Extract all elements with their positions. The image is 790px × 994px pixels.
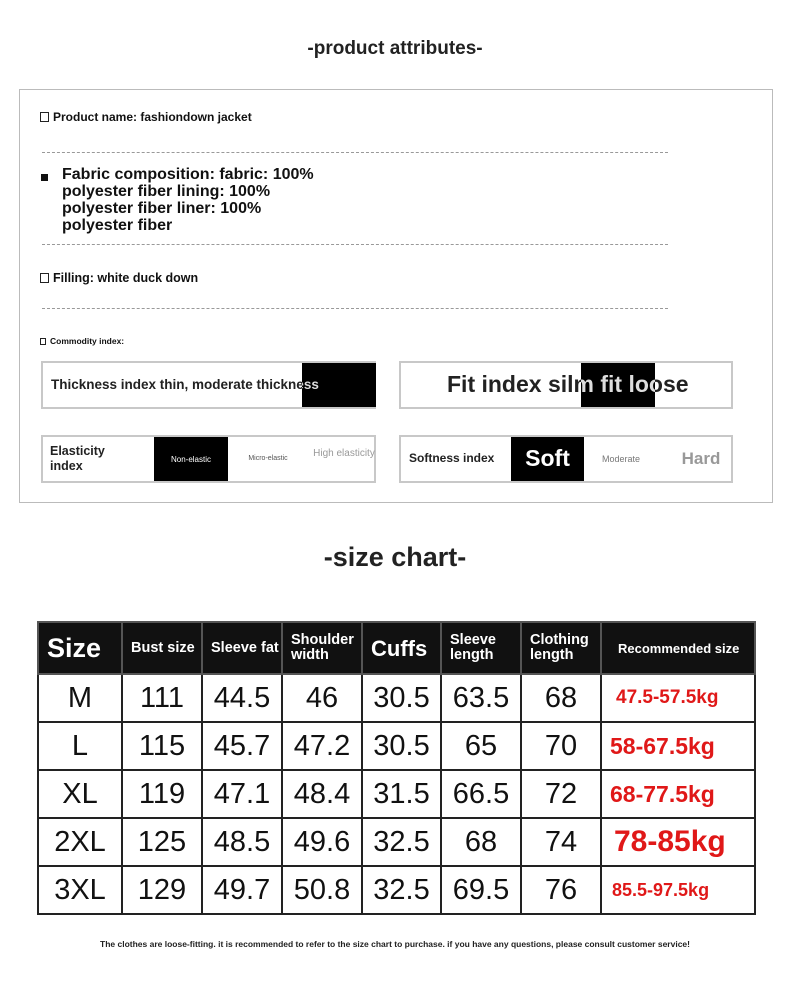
product-name-row — [40, 110, 252, 124]
divider — [42, 152, 668, 153]
elasticity-label: Elasticity index — [50, 444, 105, 473]
header-shoulder-width: Shoulder width — [282, 622, 362, 674]
cell-sleeve-fat: 49.7 — [202, 866, 282, 914]
size-chart-heading: -size chart- — [323, 542, 467, 572]
softness-option-moderate: Moderate — [601, 454, 641, 464]
cell-recommended: 85.5-97.5kg — [601, 866, 755, 914]
table-header-row — [38, 622, 755, 674]
cell-sleeve-length: 66.5 — [441, 770, 521, 818]
header-sleeve-length: Sleeve length — [441, 622, 521, 674]
cell-clothing-length: 68 — [521, 674, 601, 722]
fit-label: Fit index silm fit loose — [447, 371, 689, 397]
softness-option-hard: Hard — [681, 449, 721, 468]
cell-cuffs: 32.5 — [362, 818, 441, 866]
thickness-label: Thickness index thin, moderate thickness — [51, 377, 319, 392]
cell-size: 2XL — [38, 818, 122, 866]
cell-cuffs: 31.5 — [362, 770, 441, 818]
softness-option-soft: Soft — [525, 445, 570, 471]
cell-cuffs: 30.5 — [362, 722, 441, 770]
size-chart-note: The clothes are loose-fitting. it is recommended to refer to the size chart to purchase. if you have any questions, please consult customer service! — [100, 939, 690, 949]
softness-index — [399, 435, 733, 483]
table-row — [38, 722, 755, 770]
cell-bust: 119 — [122, 770, 202, 818]
softness-label: Softness index — [409, 451, 495, 465]
divider — [42, 308, 668, 309]
cell-recommended: 47.5-57.5kg — [601, 674, 755, 722]
header-sleeve-fat: Sleeve fat — [202, 622, 282, 674]
thickness-index — [41, 361, 376, 409]
header-bust-size: Bust size — [122, 622, 202, 674]
cell-size: M — [38, 674, 122, 722]
cell-clothing-length: 72 — [521, 770, 601, 818]
size-chart-table — [37, 621, 756, 915]
cell-size: XL — [38, 770, 122, 818]
cell-sleeve-length: 68 — [441, 818, 521, 866]
table-row — [38, 866, 755, 914]
cell-shoulder: 50.8 — [282, 866, 362, 914]
fit-index — [399, 361, 733, 409]
cell-recommended: 68-77.5kg — [601, 770, 755, 818]
cell-sleeve-fat: 48.5 — [202, 818, 282, 866]
fabric-composition — [62, 166, 314, 234]
fabric-line: polyester fiber lining: 100% — [62, 183, 271, 200]
fabric-line: polyester fiber liner: 100% — [62, 200, 262, 217]
cell-clothing-length: 74 — [521, 818, 601, 866]
cell-bust: 129 — [122, 866, 202, 914]
cell-sleeve-length: 63.5 — [441, 674, 521, 722]
filling-text: Filling: white duck down — [53, 271, 199, 285]
filling-row — [40, 271, 198, 285]
cell-sleeve-fat: 44.5 — [202, 674, 282, 722]
header-size: Size — [38, 622, 122, 674]
cell-sleeve-fat: 47.1 — [202, 770, 282, 818]
bullet-icon — [41, 174, 48, 181]
cell-recommended: 78-85kg — [601, 818, 755, 866]
cell-shoulder: 48.4 — [282, 770, 362, 818]
cell-recommended: 58-67.5kg — [601, 722, 755, 770]
cell-cuffs: 30.5 — [362, 674, 441, 722]
cell-bust: 125 — [122, 818, 202, 866]
cell-sleeve-length: 69.5 — [441, 866, 521, 914]
cell-shoulder: 49.6 — [282, 818, 362, 866]
cell-sleeve-length: 65 — [441, 722, 521, 770]
cell-clothing-length: 76 — [521, 866, 601, 914]
cell-size: L — [38, 722, 122, 770]
commodity-index-text: Commodity index: — [50, 336, 125, 346]
header-clothing-length: Clothing length — [521, 622, 601, 674]
elasticity-index — [41, 435, 376, 483]
cell-bust: 115 — [122, 722, 202, 770]
cell-sleeve-fat: 45.7 — [202, 722, 282, 770]
cell-size: 3XL — [38, 866, 122, 914]
checkbox-icon — [40, 273, 49, 283]
table-row — [38, 770, 755, 818]
elasticity-option-high-elastic: High elasticity — [313, 448, 375, 459]
table-row — [38, 674, 755, 722]
divider — [42, 244, 668, 245]
checkbox-icon — [40, 112, 49, 122]
cell-bust: 111 — [122, 674, 202, 722]
elasticity-option-micro-elastic: Micro-elastic — [248, 455, 288, 462]
cell-shoulder: 46 — [282, 674, 362, 722]
header-recommended-size: Recommended size — [601, 622, 755, 674]
product-attributes-heading: -product attributes- — [307, 38, 483, 59]
elasticity-option-non-elastic: Non-elastic — [170, 455, 211, 464]
table-row — [38, 818, 755, 866]
cell-cuffs: 32.5 — [362, 866, 441, 914]
cell-shoulder: 47.2 — [282, 722, 362, 770]
commodity-index-row — [40, 336, 124, 346]
product-name-text: Product name: fashiondown jacket — [53, 110, 252, 124]
cell-clothing-length: 70 — [521, 722, 601, 770]
fabric-line: Fabric composition: fabric: 100% — [62, 166, 314, 183]
fabric-line: polyester fiber — [62, 217, 173, 234]
header-cuffs: Cuffs — [362, 622, 441, 674]
checkbox-icon — [40, 338, 46, 345]
